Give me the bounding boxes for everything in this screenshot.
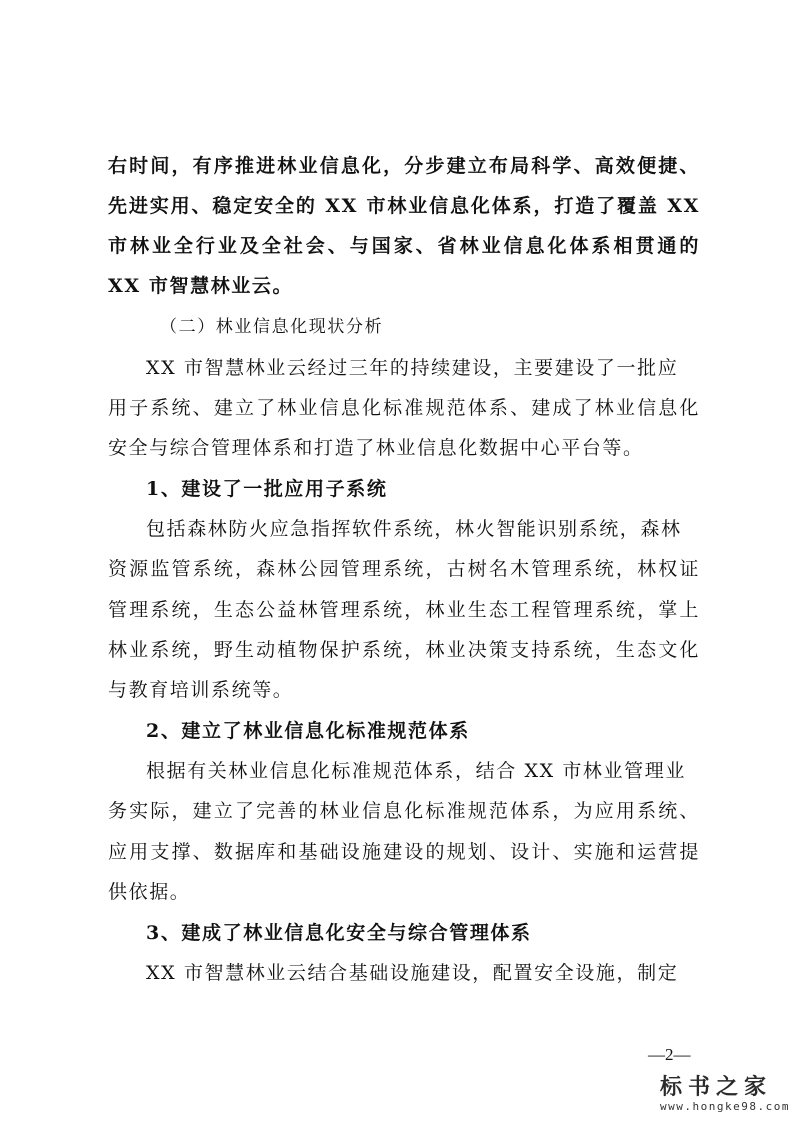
paragraph-line: 供依据。 — [108, 881, 191, 903]
section-heading: （二）林业信息化现状分析 — [160, 317, 384, 337]
paragraph-line: 资源监管系统，森林公园管理系统，古树名木管理系统，林权证 — [108, 558, 700, 580]
paragraph-line: 应用支撑、数据库和基础设施建设的规划、设计、实施和运营提 — [108, 841, 700, 863]
paragraph-line: XX 市智慧林业云结合基础设施建设，配置安全设施，制定 — [146, 962, 679, 984]
watermark-title: 标书之家 — [660, 1075, 773, 1100]
page-number: —2— — [648, 1045, 691, 1064]
paragraph-line: 用子系统、建立了林业信息化标准规范体系、建成了林业信息化 — [108, 397, 700, 419]
paragraph-line: 右时间，有序推进林业信息化，分步建立布局科学、高效便捷、 — [108, 155, 700, 177]
paragraph-line: 务实际，建立了完善的林业信息化标准规范体系，为应用系统、 — [108, 800, 700, 822]
paragraph-line: 管理系统，生态公益林管理系统，林业生态工程管理系统，掌上 — [108, 599, 700, 621]
paragraph-line: XX 市智慧林业云。 — [108, 275, 294, 297]
paragraph-line: 先进实用、稳定安全的 XX 市林业信息化体系，打造了覆盖 XX — [108, 195, 700, 217]
paragraph-line: 安全与综合管理体系和打造了林业信息化数据中心平台等。 — [108, 437, 644, 459]
watermark-logo — [660, 1070, 790, 1118]
paragraph-line: 市林业全行业及全社会、与国家、省林业信息化体系相贯通的 — [108, 235, 700, 257]
subsection-heading-2: 2、建立了林业信息化标准规范体系 — [146, 720, 470, 742]
paragraph-line: 根据有关林业信息化标准规范体系，结合 XX 市林业管理业 — [146, 760, 686, 782]
watermark-url: www.hongke98.com — [660, 1100, 790, 1113]
paragraph-line: 包括森林防火应急指挥软件系统，林火智能识别系统，森林 — [146, 518, 682, 540]
paragraph-line: XX 市智慧林业云经过三年的持续建设，主要建设了一批应 — [146, 357, 679, 379]
subsection-heading-1: 1、建设了一批应用子系统 — [146, 478, 388, 500]
paragraph-line: 林业系统，野生动植物保护系统，林业决策支持系统，生态文化 — [108, 639, 700, 661]
subsection-heading-3: 3、建成了林业信息化安全与综合管理体系 — [146, 922, 532, 944]
paragraph-line: 与教育培训系统等。 — [108, 679, 294, 701]
